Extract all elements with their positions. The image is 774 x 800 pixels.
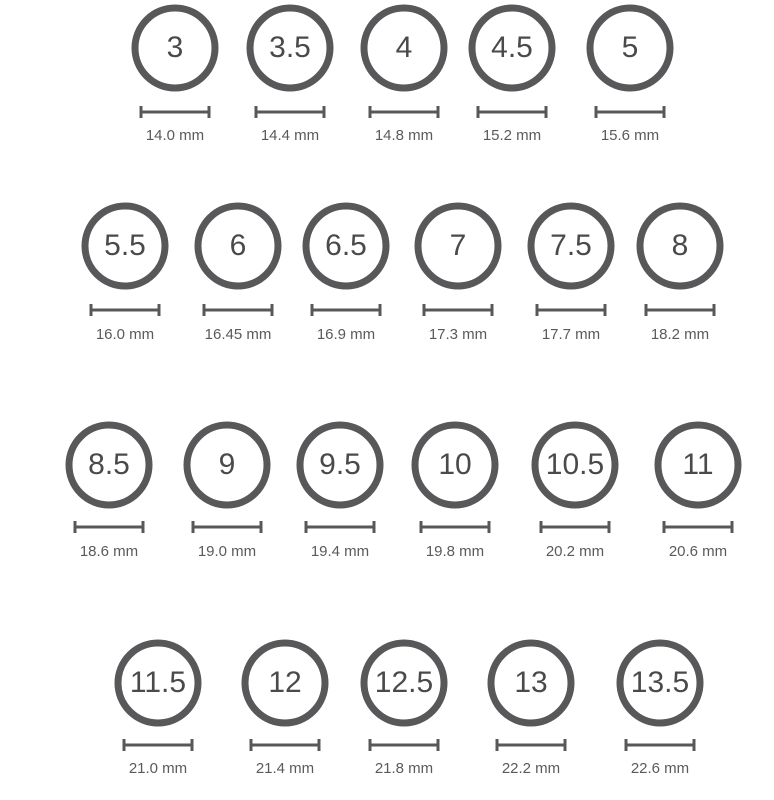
ring-size-item	[491, 643, 571, 777]
diameter-label: 19.8 mm	[425, 543, 485, 560]
ring-size-label: 7.5	[550, 228, 592, 262]
ring-size-item	[415, 425, 495, 560]
diameter-label: 14.0 mm	[145, 127, 205, 144]
diameter-label: 18.6 mm	[79, 543, 139, 560]
diameter-label: 19.0 mm	[197, 543, 257, 560]
diameter-label: 14.4 mm	[260, 127, 320, 144]
ring-size-item	[472, 8, 552, 144]
ring-size-item	[418, 206, 498, 343]
ring-size-label: 13	[514, 665, 548, 699]
ring-size-label: 11.5	[129, 665, 187, 699]
ring-size-item	[69, 425, 149, 560]
ring-size-item	[135, 8, 215, 144]
ring-size-item	[300, 425, 380, 560]
ring-size-item	[85, 206, 165, 343]
ring-size-item	[364, 643, 444, 777]
ring-size-label: 3	[166, 30, 184, 64]
ring-size-item	[245, 643, 325, 777]
diameter-label: 18.2 mm	[650, 326, 710, 343]
ring-size-label: 8	[671, 228, 689, 262]
ring-size-label: 5	[621, 30, 639, 64]
diameter-label: 15.6 mm	[600, 127, 660, 144]
ring-size-label: 6	[229, 228, 247, 262]
ring-size-label: 5.5	[104, 228, 146, 262]
ring-size-label: 13.5	[630, 665, 690, 699]
diameter-label: 16.45 mm	[204, 326, 272, 343]
diameter-label: 21.0 mm	[128, 760, 188, 777]
ring-size-label: 6.5	[325, 228, 367, 262]
ring-size-label: 12	[268, 665, 302, 699]
ring-size-item	[590, 8, 670, 144]
diameter-label: 20.2 mm	[545, 543, 605, 560]
ring-size-item	[306, 206, 386, 343]
diameter-label: 21.4 mm	[255, 760, 315, 777]
ring-size-label: 4	[395, 30, 413, 64]
ring-size-item	[535, 425, 615, 560]
ring-size-item	[198, 206, 278, 343]
diameter-label: 19.4 mm	[310, 543, 370, 560]
ring-size-label: 11	[682, 447, 714, 481]
diameter-label: 22.2 mm	[501, 760, 561, 777]
ring-size-item	[620, 643, 700, 777]
ring-size-item	[118, 643, 198, 777]
diameter-label: 22.6 mm	[630, 760, 690, 777]
ring-size-label: 12.5	[374, 665, 434, 699]
diameter-label: 21.8 mm	[374, 760, 434, 777]
ring-size-label: 9.5	[319, 447, 361, 481]
ring-size-item	[640, 206, 720, 343]
ring-size-item	[531, 206, 611, 343]
diameter-label: 20.6 mm	[668, 543, 728, 560]
ring-size-label: 10	[438, 447, 472, 481]
diameter-label: 17.7 mm	[541, 326, 601, 343]
ring-size-item	[364, 8, 444, 144]
ring-size-label: 3.5	[269, 30, 311, 64]
diameter-label: 16.0 mm	[95, 326, 155, 343]
diameter-label: 14.8 mm	[374, 127, 434, 144]
ring-size-item	[250, 8, 330, 144]
ring-size-item	[658, 425, 738, 560]
ring-size-label: 4.5	[491, 30, 533, 64]
ring-size-label: 7	[449, 228, 467, 262]
ring-size-label: 9	[218, 447, 236, 481]
ring-size-label: 8.5	[88, 447, 130, 481]
diameter-label: 15.2 mm	[482, 127, 542, 144]
ring-size-item	[187, 425, 267, 560]
diameter-label: 17.3 mm	[428, 326, 488, 343]
diameter-label: 16.9 mm	[316, 326, 376, 343]
ring-size-label: 10.5	[545, 447, 605, 481]
